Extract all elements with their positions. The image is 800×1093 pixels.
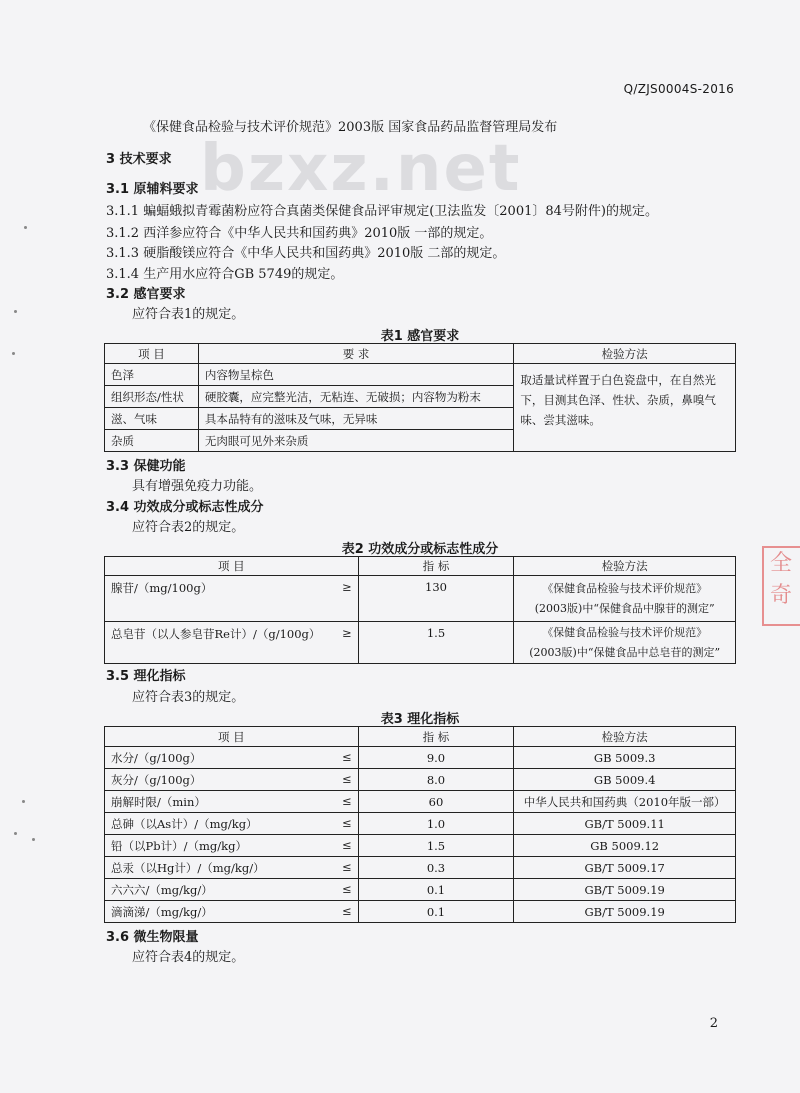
table3-cell-value: 8.0 xyxy=(358,769,514,791)
standard-code: Q/ZJS0004S-2016 xyxy=(623,82,734,96)
table3-cell-item xyxy=(105,857,359,879)
lte-sign: ≤ xyxy=(341,771,352,786)
red-stamp: 全 奇 xyxy=(762,546,800,626)
lte-sign: ≤ xyxy=(341,749,352,764)
table3-cell-value: 60 xyxy=(358,791,514,813)
table2-method-line1: 《保健食品检验与技术评价规范》 xyxy=(542,625,708,639)
table1-cell-item: 组织形态/性状 xyxy=(105,386,199,408)
section-3-5-body: 应符合表3的规定。 xyxy=(132,690,245,705)
lte-sign: ≤ xyxy=(341,793,352,808)
section-3-4-heading: 3.4 功效成分或标志性成分 xyxy=(106,500,264,515)
table3-cell-method: GB/T 5009.19 xyxy=(514,879,736,901)
table2-cell-value: 1.5 xyxy=(358,622,514,664)
table3-cell-method: GB/T 5009.11 xyxy=(514,813,736,835)
gte-sign: ≥ xyxy=(342,580,352,594)
table2-header-value: 指 标 xyxy=(358,557,514,576)
table3-caption: 表3 理化指标 xyxy=(380,712,460,727)
table3-cell-method: GB 5009.4 xyxy=(514,769,736,791)
table3-cell-method: GB/T 5009.17 xyxy=(514,857,736,879)
table2-header-method: 检验方法 xyxy=(514,557,736,576)
table3-cell-method: GB 5009.12 xyxy=(514,835,736,857)
table3-cell-method: 中华人民共和国药典（2010年版一部） xyxy=(514,791,736,813)
scan-speck xyxy=(14,832,17,835)
table1-cell-item: 杂质 xyxy=(105,430,199,452)
section-3-3-heading: 3.3 保健功能 xyxy=(106,459,186,474)
table3-cell-item xyxy=(105,747,359,769)
table1-cell-method: 取适量试样置于白色瓷盘中，在自然光下，目测其色泽、性状、杂质，鼻嗅气味、尝其滋味。 xyxy=(514,364,736,452)
lte-sign: ≤ xyxy=(341,903,352,918)
table2-cell-method xyxy=(514,576,736,622)
table3-cell-method: GB/T 5009.19 xyxy=(514,901,736,923)
table3-cell-item xyxy=(105,835,359,857)
table1-header-method: 检验方法 xyxy=(514,344,736,364)
table3-item-label: 总砷（以As计）/（mg/kg） xyxy=(111,816,258,831)
table3 xyxy=(104,726,736,923)
scan-speck xyxy=(14,310,17,313)
table3-header-method: 检验方法 xyxy=(514,727,736,747)
table3-item-label: 六六六/（mg/kg/） xyxy=(111,882,213,897)
table2-item-label: 腺苷/（mg/100g） xyxy=(111,581,213,595)
table1-cell-requirement: 具本品特有的滋味及气味，无异味 xyxy=(198,408,513,430)
page-number: 2 xyxy=(709,1016,718,1031)
table3-cell-item xyxy=(105,813,359,835)
section-3-1-heading: 3.1 原辅料要求 xyxy=(106,182,199,197)
lte-sign: ≤ xyxy=(341,815,352,830)
table3-cell-method: GB 5009.3 xyxy=(514,747,736,769)
lte-sign: ≤ xyxy=(341,837,352,852)
table1-cell-requirement: 硬胶囊，应完整光洁，无粘连、无破损；内容物为粉末 xyxy=(198,386,513,408)
table3-item-label: 灰分/（g/100g） xyxy=(111,772,202,787)
table3-cell-value: 0.3 xyxy=(358,857,514,879)
table1-cell-item: 色泽 xyxy=(105,364,199,386)
section-3-2-heading: 3.2 感官要求 xyxy=(106,287,186,302)
lte-sign: ≤ xyxy=(341,881,352,896)
scan-speck xyxy=(12,352,15,355)
reference-line: 《保健食品检验与技术评价规范》2003版 国家食品药品监督管理局发布 xyxy=(143,120,558,135)
table1-cell-requirement: 无肉眼可见外来杂质 xyxy=(198,430,513,452)
table3-cell-item xyxy=(105,879,359,901)
table3-cell-item xyxy=(105,901,359,923)
watermark: bzxz.net xyxy=(200,132,522,206)
table2-cell-method xyxy=(514,622,736,664)
clause-3-1-4: 3.1.4 生产用水应符合GB 5749的规定。 xyxy=(106,267,344,282)
gte-sign: ≥ xyxy=(342,626,352,640)
clause-3-1-2: 3.1.2 西洋参应符合《中华人民共和国药典》2010版 一部的规定。 xyxy=(106,226,493,241)
table3-cell-item xyxy=(105,791,359,813)
clause-3-1-3: 3.1.3 硬脂酸镁应符合《中华人民共和国药典》2010版 二部的规定。 xyxy=(106,246,506,261)
section-3-6-body: 应符合表4的规定。 xyxy=(132,950,245,965)
table3-item-label: 水分/（g/100g） xyxy=(111,750,202,765)
table3-header-value: 指 标 xyxy=(358,727,514,747)
section-3-2-body: 应符合表1的规定。 xyxy=(132,307,245,322)
section-3-6-heading: 3.6 微生物限量 xyxy=(106,930,199,945)
table2 xyxy=(104,556,736,664)
table3-header-item: 项 目 xyxy=(105,727,359,747)
table2-caption: 表2 功效成分或标志性成分 xyxy=(341,542,499,557)
table1-cell-requirement: 内容物呈棕色 xyxy=(198,364,513,386)
section-3-heading: 3 技术要求 xyxy=(106,152,172,167)
table2-cell-value: 130 xyxy=(358,576,514,622)
clause-3-1-1: 3.1.1 蝙蝠蛾拟青霉菌粉应符合真菌类保健食品评审规定(卫法监发〔2001〕84号附件)的规定。 xyxy=(106,204,658,219)
lte-sign: ≤ xyxy=(341,859,352,874)
table3-item-label: 崩解时限/（min） xyxy=(111,794,206,809)
table2-method-line1: 《保健食品检验与技术评价规范》 xyxy=(542,581,708,595)
table1-caption: 表1 感官要求 xyxy=(380,329,460,344)
table3-item-label: 滴滴涕/（mg/kg/） xyxy=(111,904,213,919)
table1-header-item: 项 目 xyxy=(105,344,199,364)
table2-header-item: 项 目 xyxy=(105,557,359,576)
table3-cell-value: 9.0 xyxy=(358,747,514,769)
table3-cell-value: 1.5 xyxy=(358,835,514,857)
scan-speck xyxy=(22,800,25,803)
table3-item-label: 总汞（以Hg计）/（mg/kg/） xyxy=(111,860,265,875)
section-3-5-heading: 3.5 理化指标 xyxy=(106,669,186,684)
table1-header-requirement: 要 求 xyxy=(198,344,513,364)
table2-method-line2: (2003版)中“保健食品中腺苷的测定” xyxy=(534,601,715,615)
table3-item-label: 铅（以Pb计）/（mg/kg） xyxy=(111,838,247,853)
scan-speck xyxy=(32,838,35,841)
table2-item-label: 总皂苷（以人参皂苷Re计）/（g/100g） xyxy=(111,627,321,641)
table1 xyxy=(104,343,736,452)
table2-cell-item xyxy=(105,622,359,664)
table2-cell-item xyxy=(105,576,359,622)
table3-cell-value: 0.1 xyxy=(358,879,514,901)
section-3-3-body: 具有增强免疫力功能。 xyxy=(132,479,263,494)
scan-speck xyxy=(24,226,27,229)
table1-cell-item: 滋、气味 xyxy=(105,408,199,430)
table3-cell-value: 0.1 xyxy=(358,901,514,923)
section-3-4-body: 应符合表2的规定。 xyxy=(132,520,245,535)
table3-cell-value: 1.0 xyxy=(358,813,514,835)
table2-method-line2: (2003版)中“保健食品中总皂苷的测定” xyxy=(529,645,721,659)
table3-cell-item xyxy=(105,769,359,791)
